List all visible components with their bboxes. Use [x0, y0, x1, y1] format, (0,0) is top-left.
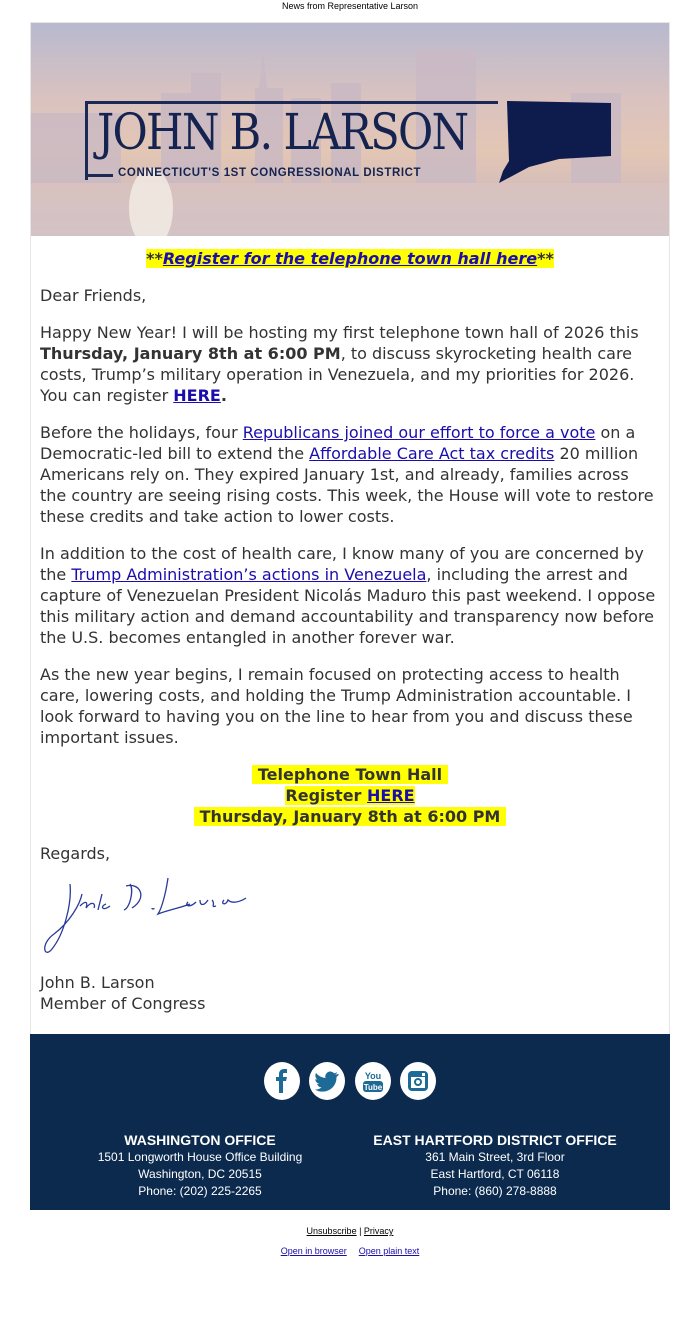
- register-link[interactable]: Register for the telephone town hall here: [162, 249, 538, 268]
- bottom-links: [0, 1210, 700, 1256]
- aca-link[interactable]: Affordable Care Act tax credits: [309, 444, 555, 463]
- washington-office: [40, 1132, 360, 1200]
- venezuela-link[interactable]: Trump Administration’s actions in Venezuela: [71, 565, 427, 584]
- signer-title: Member of Congress: [40, 994, 206, 1013]
- paragraph-3: [40, 543, 660, 648]
- youtube-icon[interactable]: [355, 1062, 391, 1100]
- office-phone: Phone: (202) 225-2265: [138, 1184, 262, 1198]
- office-city: Washington, DC 20515: [138, 1167, 262, 1181]
- svg-text:Tube: Tube: [363, 1083, 382, 1092]
- open-plain-text-link[interactable]: Open plain text: [358, 1246, 420, 1256]
- paragraph-2: [40, 422, 660, 527]
- office-title: EAST HARTFORD DISTRICT OFFICE: [373, 1132, 617, 1148]
- office-city: East Hartford, CT 06118: [430, 1167, 560, 1181]
- event-register: Register: [285, 786, 367, 805]
- office-address: 361 Main Street, 3rd Floor: [425, 1150, 565, 1164]
- register-banner: [40, 248, 660, 269]
- text: In addition to the cost of health care, I know many of you are concerned by the: [40, 544, 644, 584]
- privacy-link[interactable]: Privacy: [363, 1226, 394, 1236]
- text: Before the holidays, four: [40, 423, 243, 442]
- office-title: WASHINGTON OFFICE: [124, 1132, 276, 1148]
- facebook-icon[interactable]: [264, 1062, 300, 1100]
- text: .: [220, 386, 227, 405]
- unsubscribe-link[interactable]: Unsubscribe: [306, 1226, 357, 1236]
- stars: **: [146, 249, 163, 268]
- text: , including the arrest and capture of Venezuelan President Nicolás Maduro this past weekend. I oppose this military action and demand accountability and transparency now before the U.S. becomes entangled in another forever war.: [40, 565, 656, 647]
- footer: [30, 1034, 670, 1210]
- preheader: News from Representative Larson: [281, 1, 419, 11]
- stars: **: [537, 249, 554, 268]
- event-time: Thursday, January 8th at 6:00 PM: [40, 344, 341, 363]
- email-body: [30, 22, 670, 1034]
- open-in-browser-link[interactable]: Open in browser: [280, 1246, 347, 1256]
- text: Happy New Year! I will be hosting my first telephone town hall of 2026 this: [40, 323, 639, 342]
- event-box: [40, 764, 660, 827]
- text: 20 million Americans rely on. They expired January 1st, and already, families across the country are seeing rising costs. This week, the House will vote to restore these credits and take action to lower costs.: [40, 444, 654, 526]
- event-title: Telephone Town Hall: [257, 765, 443, 784]
- event-datetime: Thursday, January 8th at 6:00 PM: [199, 807, 501, 826]
- office-address: 1501 Longworth House Office Building: [97, 1150, 303, 1164]
- text: , to discuss skyrocketing health care costs, Trump’s military operation in Venezuela, and my priorities for 2026. You can register: [40, 344, 635, 405]
- district-office: [335, 1132, 655, 1200]
- social-links: [30, 1062, 670, 1100]
- closing: Regards,: [40, 844, 111, 863]
- greeting: Dear Friends,: [40, 286, 147, 305]
- header-banner: [31, 23, 669, 236]
- logo-frame-bottom: [85, 174, 113, 177]
- logo-name: JOHN B. LARSON: [97, 103, 468, 161]
- connecticut-map-icon: [499, 101, 614, 186]
- svg-text:You: You: [364, 1071, 381, 1081]
- signer-name: John B. Larson: [40, 973, 155, 992]
- office-phone: Phone: (860) 278-8888: [433, 1184, 557, 1198]
- paragraph-4: As the new year begins, I remain focused on protecting access to health care, lowering costs, and holding the Trump Administration accountable. I look forward to having you on the line to hear from you and discuss these important issues.: [40, 665, 633, 747]
- text: on a Democratic-led bill to extend the: [40, 423, 636, 463]
- instagram-icon[interactable]: [400, 1062, 436, 1100]
- event-register-link[interactable]: HERE: [367, 786, 415, 805]
- republicans-link[interactable]: Republicans joined our effort to force a vote: [242, 423, 596, 442]
- register-here-link[interactable]: HERE: [173, 386, 221, 405]
- signature-image: [40, 864, 260, 959]
- twitter-icon[interactable]: [309, 1062, 345, 1100]
- paragraph-1: [40, 322, 660, 406]
- logo-subtitle: CONNECTICUT'S 1ST CONGRESSIONAL DISTRICT: [118, 167, 422, 179]
- separator: |: [356, 1226, 364, 1236]
